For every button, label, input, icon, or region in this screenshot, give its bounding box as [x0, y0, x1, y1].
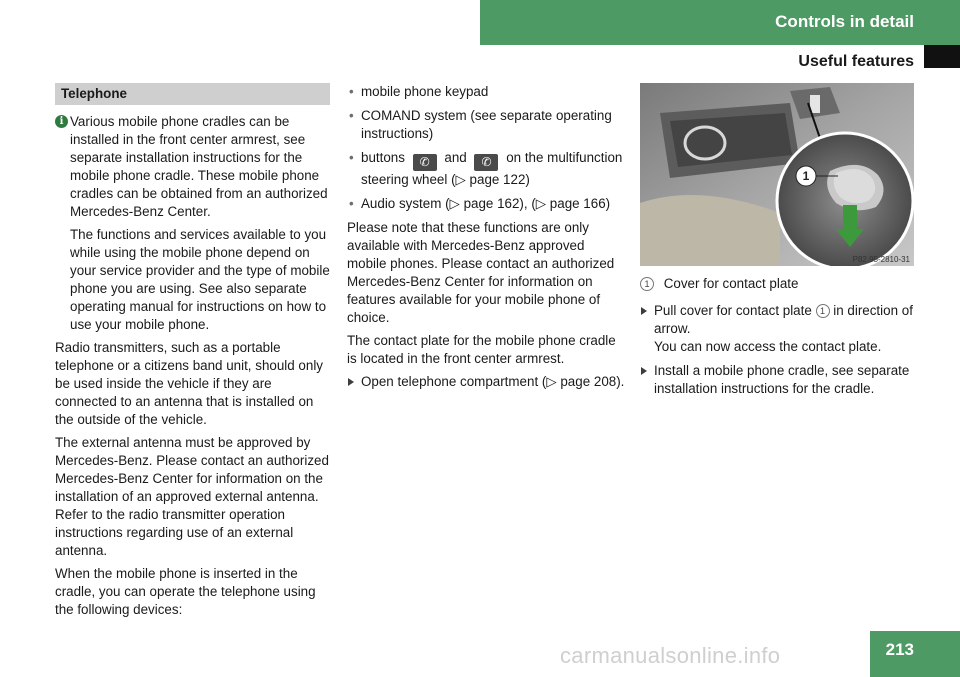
- header-tab-marker: [924, 45, 960, 68]
- phone-hangup-icon: ✆: [474, 154, 498, 171]
- photo-illustration: [640, 83, 914, 266]
- column-left: [55, 83, 330, 624]
- step-pull-result: You can now access the contact plate.: [654, 339, 882, 354]
- step-open-text: Open telephone compartment (▷ page 208).: [361, 374, 625, 389]
- paragraph-external-antenna: The external antenna must be approved by Mercedes-Benz. Please contact an authorized Mercedes-Benz Center for information on the installation of an approved external antenna. Refer to the radio transmitter operation instructions regarding use of an external antenna.: [55, 435, 329, 558]
- step-install-cradle: [640, 362, 916, 398]
- caption-text: Cover for contact plate: [663, 276, 799, 291]
- step-install-text: Install a mobile phone cradle, see separate installation instructions for the cradle.: [654, 363, 910, 396]
- chapter-title: Controls in detail: [775, 12, 914, 31]
- bullet-keypad: • mobile phone keypad: [347, 83, 625, 101]
- bullet-comand: • COMAND system (see separate operating instructions): [347, 107, 625, 143]
- paragraph-devices: When the mobile phone is inserted in the cradle, you can operate the telephone using the following devices:: [55, 566, 316, 617]
- column-right: [640, 83, 916, 404]
- bullet-steering-buttons: [347, 149, 625, 189]
- paragraph-contact-plate-location: The contact plate for the mobile phone cradle is located in the front center armrest.: [347, 333, 616, 366]
- figure-code: P82.95-2810-31: [852, 255, 910, 264]
- info-note: [55, 113, 330, 334]
- page-number: 213: [885, 640, 914, 659]
- caption-number: 1: [640, 277, 654, 291]
- column-middle: [347, 83, 625, 397]
- step-pull-direction: in direction of arrow.: [654, 303, 913, 336]
- step-pull-cover: [640, 302, 916, 356]
- bullet-and-text: and: [444, 150, 467, 165]
- section-title: Telephone: [55, 83, 330, 105]
- section-header: Useful features: [798, 53, 914, 70]
- watermark: carmanualsonline.info: [560, 643, 781, 668]
- step-arrow-icon: [641, 367, 647, 375]
- paragraph-approved-phones: Please note that these functions are only available with Mercedes-Benz approved mobile phones. Please contact an authorized Mercedes-Benz Center for information on features available for your mobile phone of choice.: [347, 220, 615, 325]
- bullet-steering-text: on the multifunction steering wheel (▷ page 122): [361, 150, 623, 187]
- step-open-compartment: [347, 373, 625, 391]
- step-pull-number: 1: [816, 304, 830, 318]
- chapter-header: [480, 0, 960, 45]
- page-number-box: [870, 631, 960, 677]
- step-arrow-icon: [348, 378, 354, 386]
- info-paragraph-1: Various mobile phone cradles can be installed in the front center armrest, see separate installation instructions for the mobile phone cradle. These mobile phone cradles can be obtained from an authorized Mercedes-Benz Center.: [70, 114, 328, 219]
- phone-accept-icon: ✆: [413, 154, 437, 171]
- figure-caption: [640, 275, 916, 293]
- info-paragraph-2: The functions and services available to you while using the mobile phone depend on your service provider and the type of mobile phone you are using. See also separate operating manual for instructions on how to use your mobile phone.: [70, 227, 330, 332]
- step-pull-text: Pull cover for contact plate: [654, 303, 812, 318]
- info-icon: i: [55, 115, 68, 128]
- photo-callout-number: 1: [802, 169, 810, 183]
- bullet-audio: • Audio system (▷ page 162), (▷ page 166): [347, 195, 625, 213]
- step-arrow-icon: [641, 307, 647, 315]
- bullet-buttons-text: buttons: [361, 150, 405, 165]
- contact-plate-photo: [640, 83, 914, 266]
- paragraph-radio-transmitters: Radio transmitters, such as a portable telephone or a citizens band unit, should only be used inside the vehicle if they are connected to an antenna that is installed on the outside of the vehicle.: [55, 340, 323, 427]
